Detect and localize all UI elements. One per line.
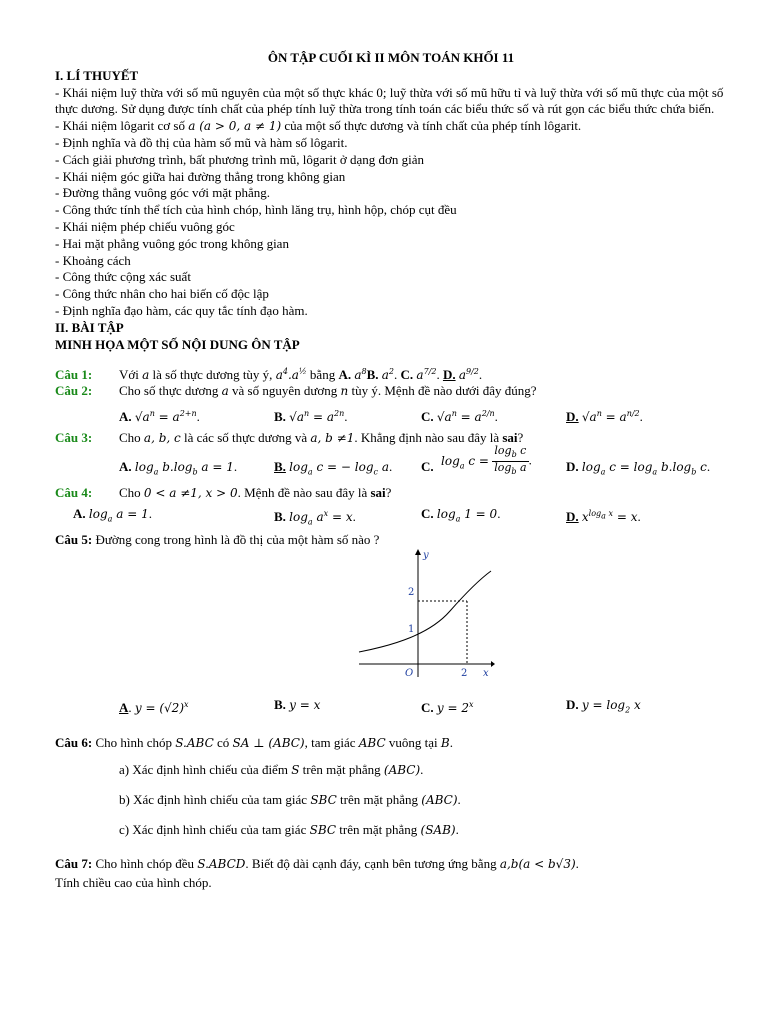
option-a: A. $\log_a a = 1$. (73, 505, 152, 524)
option-b: B. y = x (274, 696, 321, 712)
section-theory-heading: I. LÍ THUYẾT (55, 67, 139, 83)
option-c: C. $√a^n = a^{2/n}$. (421, 409, 498, 425)
option-a: A. $\log_a b.\log_b$ a = 1. (119, 458, 238, 477)
question-6-part-b: b) Xác định hình chiếu của tam giác SBC trên mặt phẳng (ABC). (119, 792, 461, 808)
curve (359, 571, 491, 652)
theory-item: - Khái niệm lôgarit cơ số a (a > 0, a ≠ 1) của một số thực dương và tính chất của phép tính lôgarit. (55, 118, 582, 134)
expression: $a^4.a^{\frac{1}{2}}$ (275, 367, 307, 383)
option-b: B. $\log_a a^x = x$. (274, 508, 356, 527)
y-arrow (415, 549, 421, 555)
question-label: Câu 5: (55, 531, 93, 547)
option-d: D. $√a^n = a^{n/2}$. (566, 409, 643, 425)
theory-item: - Định nghĩa và đồ thị của hàm số mũ và hàm số lôgarit. (55, 134, 348, 150)
option-c: C. $\log_a 1 = 0$. (421, 505, 501, 524)
origin-label: O (405, 667, 414, 679)
question-label: Câu 6: (55, 734, 93, 750)
question-7: Câu 7: Cho hình chóp đều S.ABCD. Biết độ dài cạnh đáy, cạnh bên tương ứng bằng a,b(a < b√3). (55, 856, 579, 872)
document-page (55, 50, 727, 892)
question-5: Câu 5: Đường cong trong hình là đồ thị của một hàm số nào ? (55, 531, 380, 547)
question-4: Câu 4: Cho 0 < a ≠1, x > 0. Mệnh đề nào sau đây là sai? (55, 484, 392, 500)
option-b: B. $\log_a c$ = − $\log_c a$. (274, 458, 393, 477)
option-a: A. $√a^n = a^{2+n}$. (119, 409, 200, 425)
section-exercise-subheading: MINH HỌA MỘT SỐ NỘI DUNG ÔN TẬP (55, 336, 300, 352)
theory-item: - Khái niệm luỹ thừa với số mũ nguyên của một số thực khác 0; luỹ thừa với số mũ hữu tỉ và luỹ thừa với số mũ thực của một số thực dương. Sử dụng được tính chất của phép tính luỹ thừa trong tính toán các biểu thức số và rút gọn các biểu thức chứa biến. (55, 84, 724, 117)
x-axis-label: x (483, 667, 489, 679)
question-3: Câu 3: Cho a, b, c là các số thực dương và a, b ≠1. Khẳng định nào sau đây là sai? (55, 430, 524, 446)
option-c-formula: $\log_a c$ = $\frac{\log_b c}{\log_b a}$ . (441, 443, 532, 477)
tick-y-2: 2 (408, 586, 415, 598)
question-label: Câu 1: (55, 367, 93, 383)
question-6: Câu 6: Cho hình chóp S.ABC có SA ⊥ (ABC), tam giác ABC vuông tại B. (55, 734, 453, 750)
question-label: Câu 2: (55, 383, 93, 399)
page-title: ÔN TẬP CUỐI KÌ II MÔN TOÁN KHỐI 11 (267, 50, 515, 65)
question-3-options (55, 443, 727, 483)
theory-item: - Công thức tính thể tích của hình chóp, hình lăng trụ, hình hộp, chóp cụt đều (55, 202, 457, 218)
theory-item: - Cách giải phương trình, bất phương trình mũ, lôgarit ở dạng đơn giản (55, 151, 425, 167)
theory-item: - Công thức nhân cho hai biến cố độc lập (55, 286, 269, 302)
theory-item: - Khoảng cách (55, 252, 131, 268)
option-c: C. (421, 458, 434, 474)
option-d: D. $x^{log_a x} = x$. (566, 508, 641, 524)
question-2-options (55, 400, 727, 426)
theory-item: - Hai mặt phẳng vuông góc trong không gian (55, 235, 289, 251)
question-4-options (55, 502, 727, 526)
theory-item: - Đường thẳng vuông góc với mặt phẳng. (55, 185, 271, 201)
option-c: C. $y = 2^x$ (421, 699, 474, 715)
option-a: A. $y = (√2)^x$ (119, 699, 189, 715)
option-b: B. $√a^n = a^{2n}$. (274, 409, 348, 425)
question-label: Câu 4: (55, 484, 93, 500)
question-6-part-c: c) Xác định hình chiếu của tam giác SBC trên mặt phẳng (SAB). (119, 822, 459, 838)
question-label: Câu 7: (55, 856, 93, 872)
theory-item: - Khái niệm phép chiếu vuông góc (55, 218, 235, 234)
tick-y-1: 1 (408, 623, 415, 635)
theory-item: - Khái niệm góc giữa hai đường thẳng trong không gian (55, 168, 346, 184)
function-graph (55, 549, 727, 689)
tick-x-2: 2 (461, 667, 468, 679)
x-arrow (491, 661, 495, 667)
theory-item: - Định nghĩa đạo hàm, các quy tắc tính đạo hàm. (55, 302, 308, 318)
question-5-options (55, 689, 727, 721)
graph-svg (355, 549, 495, 681)
question-7-line-2: Tính chiều cao của hình chóp. (55, 875, 212, 891)
question-2: Câu 2: Cho số thực dương a và số nguyên dương n tùy ý. Mệnh đề nào dưới đây đúng? (55, 383, 537, 399)
option-d: D. $\log_a c = \log_a b.\log_b$ c. (566, 458, 711, 477)
option-d: D. $y = \log_2 x$ (566, 696, 641, 714)
question-6-part-a: a) Xác định hình chiếu của điểm S trên mặt phẳng (ABC). (119, 762, 424, 778)
section-exercise-heading: II. BÀI TẬP (55, 319, 124, 335)
y-axis-label: y (423, 549, 429, 561)
question-1: Câu 1: Với a là số thực dương tùy ý, $a^4.a^{\frac{1}{2}}$ bằng A. $a^8B$. $a^2$. C. $a^{7/2}$. D. $a^{9/2}$. (55, 361, 727, 383)
question-label: Câu 3: (55, 430, 93, 446)
theory-item: - Công thức cộng xác suất (55, 269, 191, 285)
